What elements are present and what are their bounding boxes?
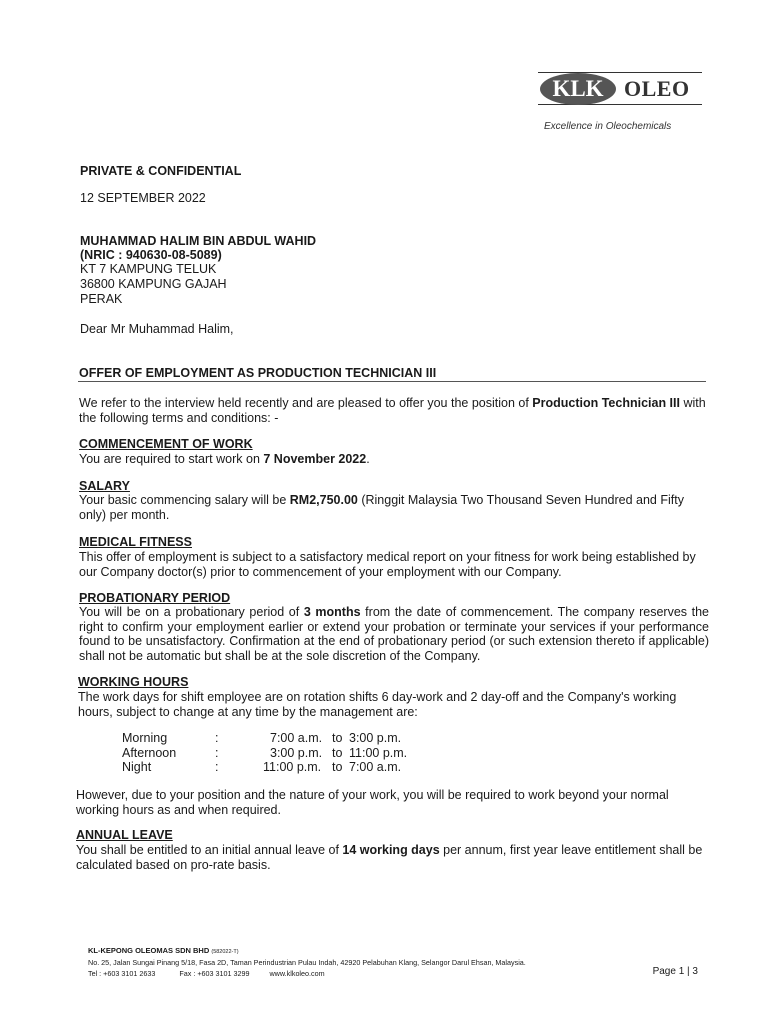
logo-tagline: Excellence in Oleochemicals (544, 121, 672, 132)
subject-line: OFFER OF EMPLOYMENT AS PRODUCTION TECHNICIAN III (79, 366, 437, 380)
commencement-heading: COMMENCEMENT OF WORK (79, 437, 253, 451)
probation-text: You will be on a probationary period of 3 months from the date of commencement. The company reserves the right to confirm your employment earlier or extend your probation or terminate your services if your performance found to be unsatisfactory. Confirmation at the end of probationary period (or such extension thereto if applicable) shall not be automatic but shall be at the sole discretion of the Company. (79, 605, 710, 663)
intro-paragraph: We refer to the interview held recently and are pleased to offer you the position of Production Technician III with the following terms and conditions: - (79, 396, 706, 425)
medical-heading: MEDICAL FITNESS (79, 535, 192, 549)
footer-reg-no: (582022-T) (211, 949, 239, 955)
subject-divider (78, 381, 706, 382)
shift-name: Afternoon (122, 745, 177, 760)
working-hours-note: However, due to your position and the nature of your work, you will be required to work beyond your normal working hours as and when required. (76, 788, 669, 817)
shift-end: 3:00 p.m. (349, 731, 402, 745)
logo-rule-top (538, 72, 702, 73)
recipient-address-line: KT 7 KAMPUNG TELUK (80, 262, 217, 276)
recipient-name: MUHAMMAD HALIM BIN ABDUL WAHID (80, 234, 317, 248)
shift-separator: : (215, 745, 219, 760)
probation-heading: PROBATIONARY PERIOD (79, 591, 231, 605)
shift-start: 11:00 p.m. (263, 760, 322, 774)
shift-to: to (332, 745, 343, 760)
shift-start: 3:00 p.m. (270, 745, 323, 760)
shift-start: 7:00 a.m. (270, 731, 323, 745)
shift-separator: : (215, 760, 219, 774)
logo-word-oleo: OLEO (624, 76, 690, 101)
shift-separator: : (215, 731, 219, 745)
confidential-label: PRIVATE & CONFIDENTIAL (80, 164, 242, 178)
logo-rule-bottom (538, 104, 702, 105)
letter-date: 12 SEPTEMBER 2022 (80, 191, 206, 205)
medical-text: This offer of employment is subject to a satisfactory medical report on your fitness for work being established by our Company doctor(s) prior to commencement of your employment with our Company. (79, 550, 696, 579)
annual-leave-text: You shall be entitled to an initial annual leave of 14 working days per annum, first year leave entitlement shall be calculated based on pro-rate basis. (76, 843, 703, 872)
footer-company: KL-KEPONG OLEOMAS SDN BHD (582022-T) (88, 946, 239, 955)
working-hours-text: The work days for shift employee are on rotation shifts 6 day-work and 2 day-off and the Company's working hours, subject to change at any time by the management are: (78, 690, 677, 719)
salary-text: Your basic commencing salary will be RM2,750.00 (Ringgit Malaysia Two Thousand Seven Hundred and Fifty only) per month. (79, 493, 684, 522)
recipient-address-line: PERAK (80, 292, 123, 306)
salutation: Dear Mr Muhammad Halim, (80, 322, 234, 336)
footer-fax: Fax : +603 3101 3299 (179, 969, 250, 978)
recipient-address-line: 36800 KAMPUNG GAJAH (80, 277, 227, 291)
footer-contact (88, 969, 325, 978)
footer-tel: Tel : +603 3101 2633 (88, 969, 156, 978)
footer-web-link[interactable]: www.klkoleo.com (269, 969, 325, 978)
shift-end: 11:00 p.m. (349, 745, 408, 760)
logo-oval-klk: KLK (540, 73, 616, 105)
recipient-nric: (NRIC : 940630-08-5089) (80, 248, 222, 262)
working-hours-heading: WORKING HOURS (78, 675, 189, 689)
page-number: Page 1 | 3 (652, 966, 698, 977)
annual-leave-heading: ANNUAL LEAVE (76, 828, 173, 842)
shift-to: to (332, 760, 343, 774)
shift-name: Night (122, 760, 152, 774)
shift-name: Morning (122, 731, 168, 745)
footer-address: No. 25, Jalan Sungai Pinang 5/18, Fasa 2D, Taman Perindustrian Pulau Indah, 42920 Pelabuhan Klang, Selangor Darul Ehsan, Malaysia. (88, 958, 526, 967)
commencement-text: You are required to start work on 7 November 2022. (79, 452, 370, 466)
shift-end: 7:00 a.m. (349, 760, 402, 774)
shift-to: to (332, 731, 343, 745)
salary-heading: SALARY (79, 479, 130, 493)
